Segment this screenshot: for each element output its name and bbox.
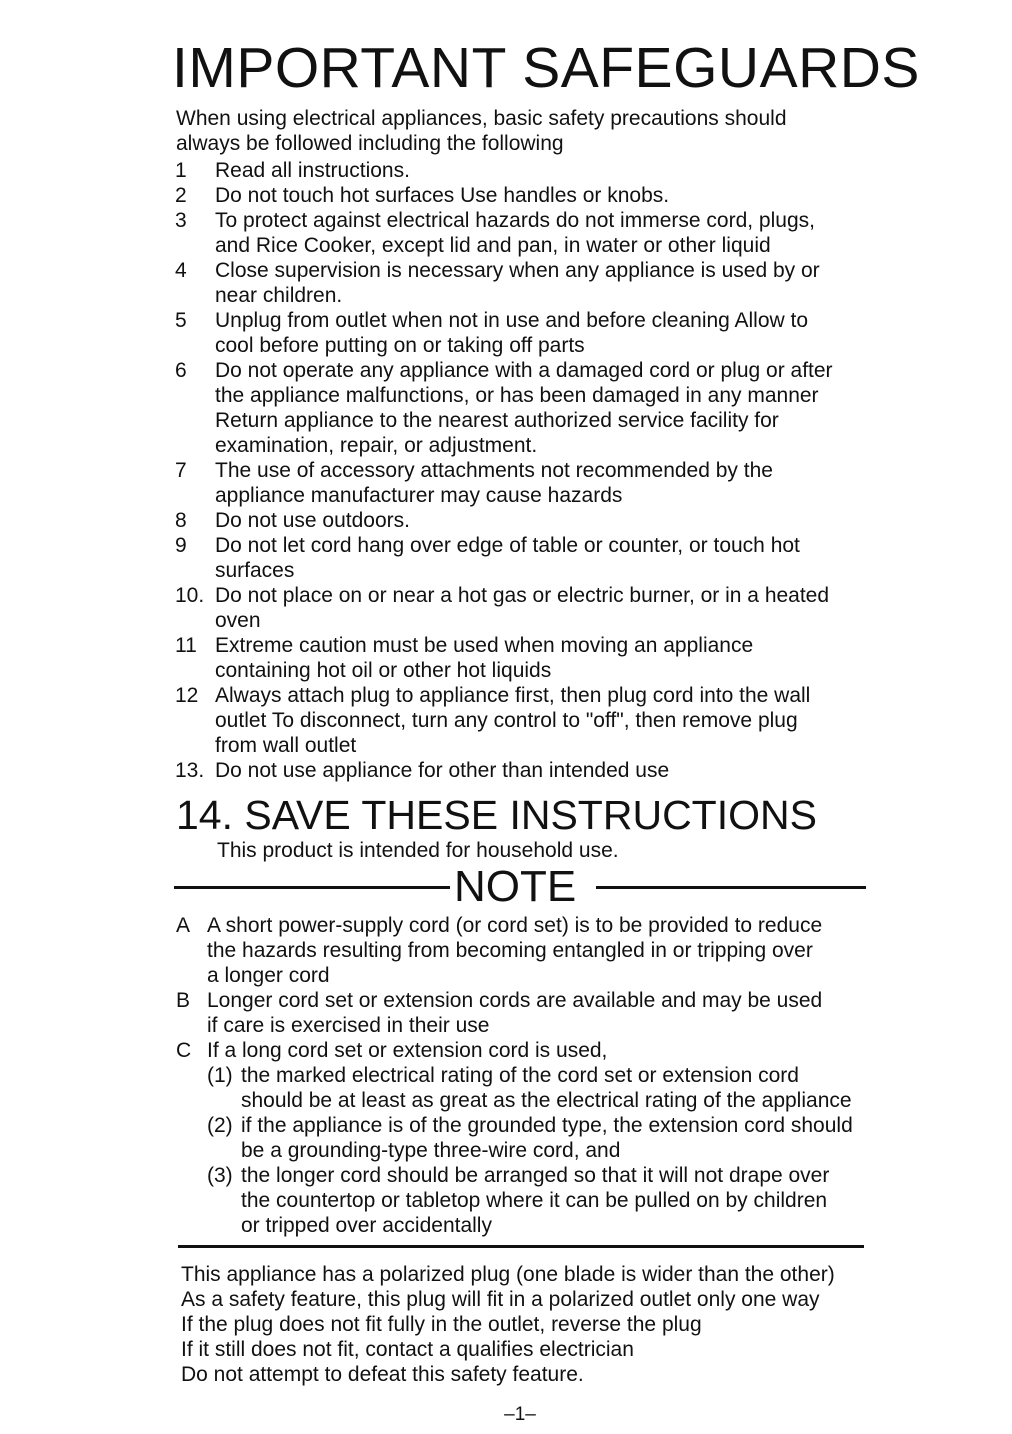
- item-number: 9: [175, 534, 187, 557]
- note-item: [176, 1038, 853, 1238]
- note-rule-right: [596, 886, 866, 889]
- note-text: the hazards resulting from becoming entangled in or tripping over: [207, 939, 813, 962]
- safeguards-list: [175, 158, 833, 783]
- item-number: 1: [175, 159, 187, 182]
- note-subitem: [207, 1113, 853, 1163]
- note-text: a longer cord: [207, 964, 330, 987]
- safeguard-item: [175, 583, 833, 633]
- notice-line: If the plug does not fit fully in the outlet, reverse the plug: [181, 1313, 702, 1336]
- note-text: if care is exercised in their use: [207, 1014, 490, 1037]
- item-text: and Rice Cooker, except lid and pan, in water or other liquid: [215, 234, 771, 257]
- safeguard-item: [175, 208, 833, 258]
- item-number: 2: [175, 184, 187, 207]
- item-text: Do not operate any appliance with a damaged cord or plug or after: [215, 359, 833, 382]
- note-text: A short power-supply cord (or cord set) is to be provided to reduce: [207, 914, 823, 937]
- note-sublist: [207, 1063, 853, 1238]
- item-number: 6: [175, 359, 187, 382]
- safeguard-item: [175, 158, 833, 183]
- polarized-plug-notice: [181, 1262, 835, 1387]
- intro-line: always be followed including the following: [176, 132, 564, 155]
- safeguard-item: [175, 758, 833, 783]
- note-rule-left: [174, 886, 450, 889]
- item-text: Unplug from outlet when not in use and before cleaning Allow to: [215, 309, 809, 332]
- page-title: IMPORTANT SAFEGUARDS: [172, 36, 920, 100]
- note-header: [174, 864, 866, 910]
- item-text: To protect against electrical hazards do not immerse cord, plugs,: [215, 209, 815, 232]
- note-heading: NOTE: [454, 862, 577, 911]
- item-text: Close supervision is necessary when any appliance is used by or: [215, 259, 820, 282]
- note-subitem: [207, 1163, 853, 1238]
- subitem-text: or tripped over accidentally: [241, 1214, 492, 1237]
- subitem-text: the countertop or tabletop where it can be pulled on by children: [241, 1189, 828, 1212]
- note-subitem: [207, 1063, 853, 1113]
- note-text: If a long cord set or extension cord is used,: [207, 1039, 608, 1062]
- section-divider: [178, 1245, 864, 1248]
- page-number: –1–: [504, 1404, 536, 1425]
- item-number: 5: [175, 309, 187, 332]
- subitem-text: the marked electrical rating of the cord set or extension cord: [241, 1064, 799, 1087]
- item-text: surfaces: [215, 559, 295, 582]
- notice-line: Do not attempt to defeat this safety feature.: [181, 1363, 584, 1386]
- subitem-text: should be at least as great as the electrical rating of the appliance: [241, 1089, 852, 1112]
- note-label: C: [176, 1039, 192, 1062]
- safeguard-item: [175, 458, 833, 508]
- item-text: Do not let cord hang over edge of table or counter, or touch hot: [215, 534, 800, 557]
- subitem-text: the longer cord should be arranged so that it will not drape over: [241, 1164, 830, 1187]
- subitem-text: be a grounding-type three-wire cord, and: [241, 1139, 621, 1162]
- item-number: 13.: [175, 759, 205, 782]
- safeguard-item: [175, 258, 833, 308]
- item-number: 4: [175, 259, 187, 282]
- item-text: Read all instructions.: [215, 159, 410, 182]
- save-instructions-heading: 14. SAVE THESE INSTRUCTIONS: [176, 792, 817, 838]
- item-text: oven: [215, 609, 261, 632]
- item-text: examination, repair, or adjustment.: [215, 434, 538, 457]
- intro-line: When using electrical appliances, basic safety precautions should: [176, 107, 787, 130]
- safeguard-item: [175, 633, 833, 683]
- item-text: Extreme caution must be used when moving an appliance: [215, 634, 754, 657]
- item-number: 3: [175, 209, 187, 232]
- subitem-text: if the appliance is of the grounded type, the extension cord should: [241, 1114, 853, 1137]
- item-number: 11: [175, 634, 197, 657]
- note-item: [176, 913, 853, 988]
- item-text: outlet To disconnect, turn any control to "off", then remove plug: [215, 709, 798, 732]
- item-text: from wall outlet: [215, 734, 357, 757]
- item-text: the appliance malfunctions, or has been damaged in any manner: [215, 384, 819, 407]
- item-number: 7: [175, 459, 187, 482]
- note-list: [176, 913, 853, 1238]
- subitem-label: (1): [207, 1064, 233, 1087]
- item-text: Always attach plug to appliance first, then plug cord into the wall: [215, 684, 811, 707]
- household-use-note: This product is intended for household use.: [217, 839, 619, 862]
- item-text: The use of accessory attachments not recommended by the: [215, 459, 773, 482]
- item-text: Do not touch hot surfaces Use handles or knobs.: [215, 184, 670, 207]
- safeguard-item: [175, 533, 833, 583]
- item-number: 8: [175, 509, 187, 532]
- notice-line: If it still does not fit, contact a qualifies electrician: [181, 1338, 634, 1361]
- item-text: Return appliance to the nearest authorized service facility for: [215, 409, 779, 432]
- subitem-label: (2): [207, 1114, 233, 1137]
- notice-line: This appliance has a polarized plug (one blade is wider than the other): [181, 1263, 835, 1286]
- safeguard-item: [175, 183, 833, 208]
- item-number: 10.: [175, 584, 205, 607]
- safeguard-item: [175, 508, 833, 533]
- intro-paragraph: [176, 106, 787, 156]
- item-text: cool before putting on or taking off parts: [215, 334, 585, 357]
- item-text: Do not use outdoors.: [215, 509, 410, 532]
- item-text: near children.: [215, 284, 343, 307]
- item-text: Do not place on or near a hot gas or electric burner, or in a heated: [215, 584, 830, 607]
- subitem-label: (3): [207, 1164, 233, 1187]
- item-text: Do not use appliance for other than intended use: [215, 759, 670, 782]
- item-text: containing hot oil or other hot liquids: [215, 659, 552, 682]
- item-text: appliance manufacturer may cause hazards: [215, 484, 623, 507]
- safeguard-item: [175, 358, 833, 458]
- note-label: A: [176, 914, 191, 937]
- note-item: [176, 988, 853, 1038]
- safeguard-item: [175, 308, 833, 358]
- notice-line: As a safety feature, this plug will fit in a polarized outlet only one way: [181, 1288, 820, 1311]
- item-number: 12: [175, 684, 199, 707]
- note-label: B: [176, 989, 191, 1012]
- safeguard-item: [175, 683, 833, 758]
- note-text: Longer cord set or extension cords are available and may be used: [207, 989, 823, 1012]
